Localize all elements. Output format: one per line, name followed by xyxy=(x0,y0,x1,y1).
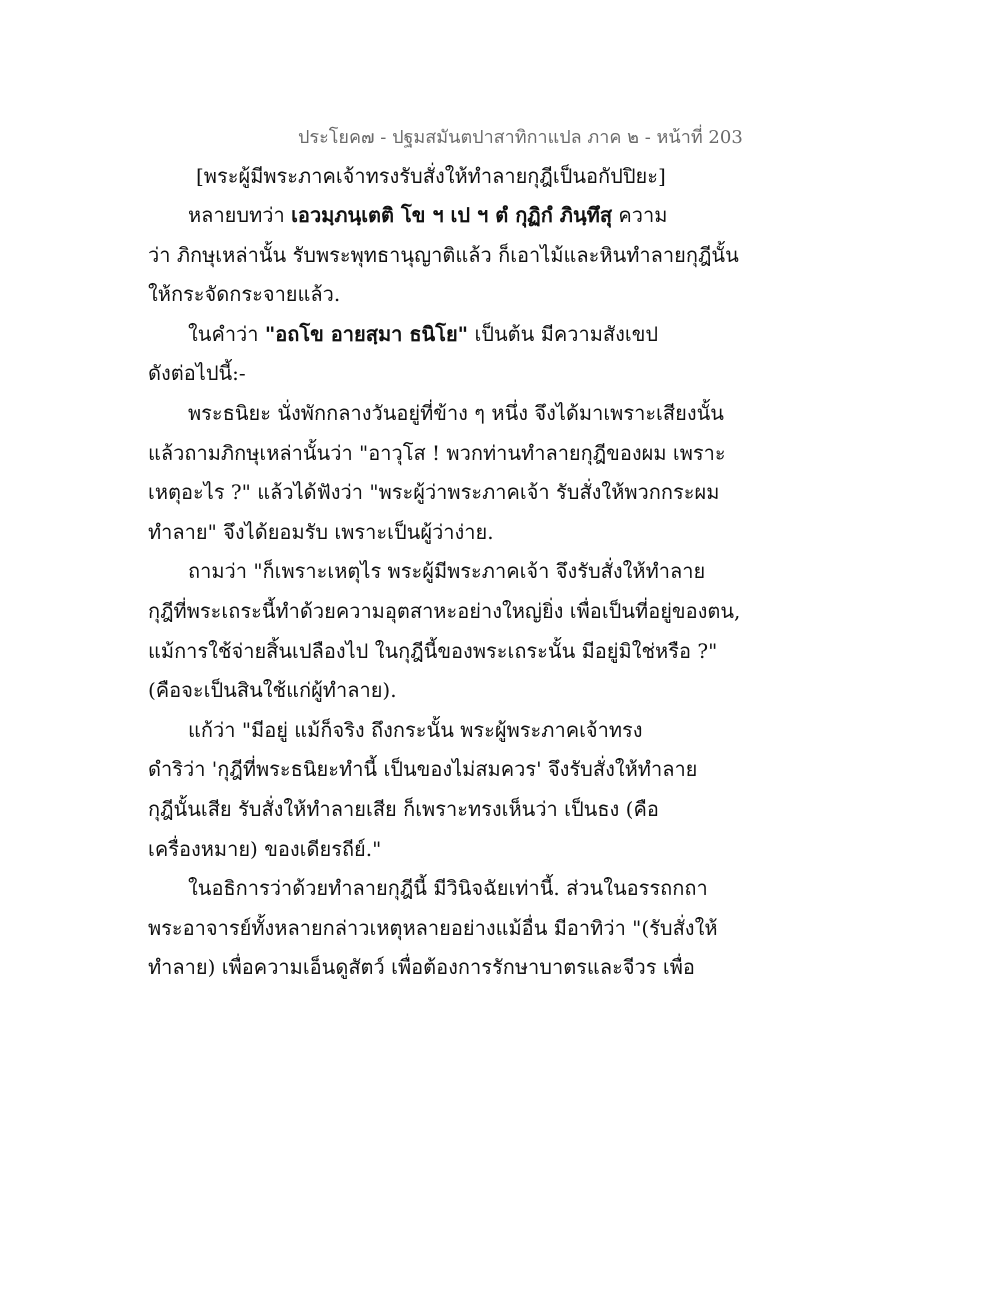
paragraph-line: ทำลาย" จึงได้ยอมรับ เพราะเป็นผู้ว่าง่าย. xyxy=(148,519,494,544)
paragraph-line: พระธนิยะ นั่งพักกลางวันอยู่ที่ข้าง ๆ หนึ่ง จึงได้มาเพราะเสียงนั้น xyxy=(188,400,724,425)
paragraph-line: กุฎีที่พระเถระนี้ทำด้วยความอุตสาหะอย่างใหญ่ยิ่ง เพื่อเป็นที่อยู่ของตน, xyxy=(148,598,741,623)
paragraph-line: พระอาจารย์ทั้งหลายกล่าวเหตุหลายอย่างแม้อื่น มีอาทิว่า "(รับสั่งให้ xyxy=(148,915,718,940)
paragraph-line: ทำลาย) เพื่อความเอ็นดูสัตว์ เพื่อต้องการรักษาบาตรและจีวร เพื่อ xyxy=(148,955,695,980)
paragraph-line: เครื่องหมาย) ของเดียรถีย์." xyxy=(148,836,382,861)
paragraph-line xyxy=(148,196,708,236)
paragraph-line: เหตุอะไร ?" แล้วได้ฟังว่า "พระผู้ว่าพระภาคเจ้า รับสั่งให้พวกกระผม xyxy=(148,480,720,505)
text-run: หลายบทว่า xyxy=(188,203,292,227)
pali-term: "อถโข อายสฺมา ธนิโย" xyxy=(264,321,469,346)
pali-term: เอวมฺภนฺเตติ โข ฯ เป ฯ ตํ กุฏิกํ ภินฺทึสุ xyxy=(291,203,613,227)
paragraph-line: แม้การใช้จ่ายสิ้นเปลืองไป ในกุฎีนี้ของพระเถระนั้น มีอยู่มิใช่หรือ ?" xyxy=(148,638,718,663)
text-run: เป็นต้น มีความสังเขป xyxy=(468,321,659,346)
paragraph-line: ให้กระจัดกระจายแล้ว. xyxy=(148,282,341,307)
paragraph-line: (คือจะเป็นสินใช้แก่ผู้ทำลาย). xyxy=(148,678,397,703)
paragraph-line: ดังต่อไปนี้:- xyxy=(148,361,246,386)
body-text xyxy=(148,196,741,988)
paragraph-line: ถามว่า "ก็เพราะเหตุไร พระผู้มีพระภาคเจ้า จึงรับสั่งให้ทำลาย xyxy=(188,559,706,584)
paragraph-line: ว่า ภิกษุเหล่านั้น รับพระพุทธานุญาติแล้ว ก็เอาไม้และหินทำลายกุฎีนั้น xyxy=(148,242,739,267)
text-run: ในคำว่า xyxy=(188,321,265,346)
paragraph-line: แล้วถามภิกษุเหล่านั้นว่า "อาวุโส ! พวกท่านทำลายกุฎีของผม เพราะ xyxy=(148,440,726,465)
paragraph-line xyxy=(148,315,708,355)
paragraph-line: แก้ว่า "มีอยู่ แม้ก็จริง ถึงกระนั้น พระผู้พระภาคเจ้าทรง xyxy=(188,717,643,742)
section-title: [พระผู้มีพระภาคเจ้าทรงรับสั่งให้ทำลายกุฎีเป็นอกัปปิยะ] xyxy=(196,164,666,188)
paragraph-line: ดำริว่า 'กุฎีที่พระธนิยะทำนี้ เป็นของไม่สมควร' จึงรับสั่งให้ทำลาย xyxy=(148,757,698,782)
paragraph-line: กุฎีนั้นเสีย รับสั่งให้ทำลายเสีย ก็เพราะทรงเห็นว่า เป็นธง (คือ xyxy=(148,796,659,821)
paragraph-line: ในอธิการว่าด้วยทำลายกุฎีนี้ มีวินิจฉัยเท่านี้. ส่วนในอรรถกถา xyxy=(188,876,708,901)
running-header: ประโยค๗ - ปฐมสมันตปาสาทิกาแปล ภาค ๒ - หน้าที่ 203 xyxy=(298,127,743,148)
text-run: ความ xyxy=(612,203,668,227)
